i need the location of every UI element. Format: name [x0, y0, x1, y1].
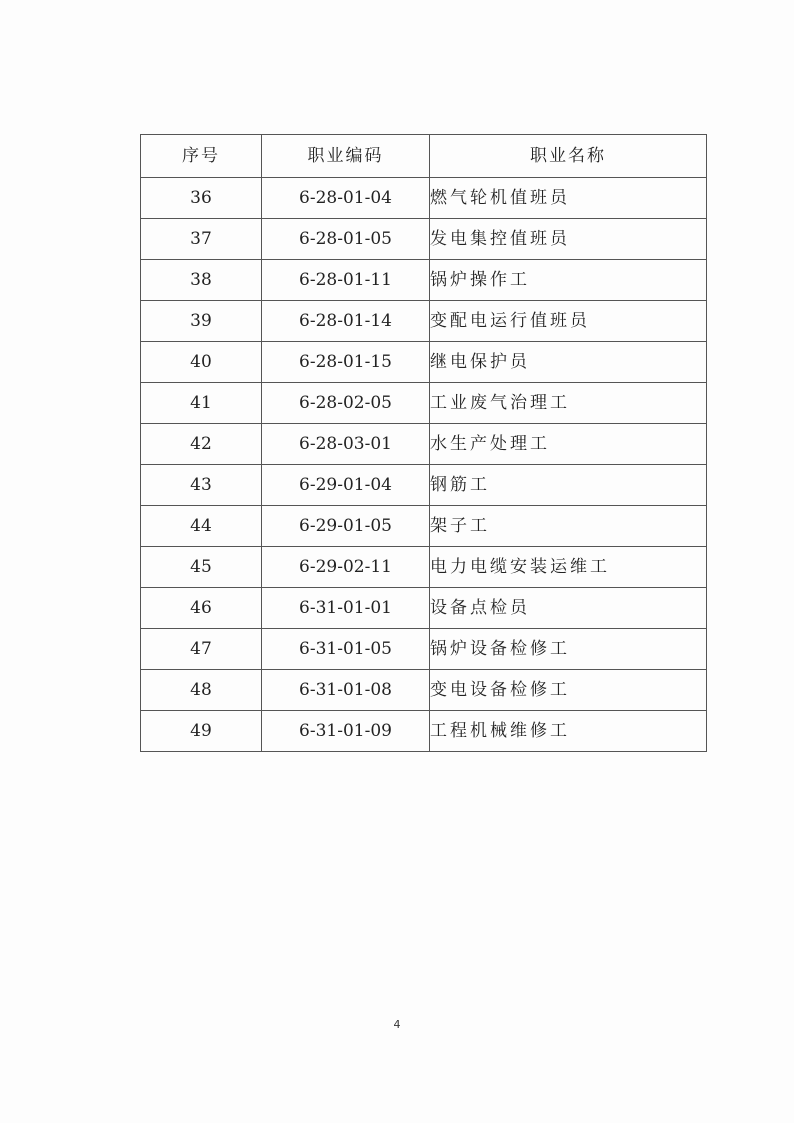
serial-number-cell: 46: [141, 588, 262, 629]
occupation-code-cell: 6-29-01-05: [262, 506, 430, 547]
table-row: [141, 670, 707, 711]
table-row: [141, 219, 707, 260]
occupation-code-cell: 6-28-01-15: [262, 342, 430, 383]
table-row: [141, 588, 707, 629]
occupation-code-cell: 6-28-01-11: [262, 260, 430, 301]
serial-number-cell: 38: [141, 260, 262, 301]
serial-number-cell: 36: [141, 178, 262, 219]
table-row: [141, 465, 707, 506]
table-row: [141, 301, 707, 342]
occupation-code-cell: 6-28-01-05: [262, 219, 430, 260]
occupation-table: [140, 134, 707, 752]
occupation-name-cell: 工业废气治理工: [430, 383, 707, 424]
occupation-name-cell: 设备点检员: [430, 588, 707, 629]
occupation-code-cell: 6-28-01-14: [262, 301, 430, 342]
table-header-row: [141, 135, 707, 178]
occupation-name-cell: 变配电运行值班员: [430, 301, 707, 342]
serial-number-cell: 47: [141, 629, 262, 670]
occupation-code-cell: 6-28-02-05: [262, 383, 430, 424]
occupation-name-cell: 钢筋工: [430, 465, 707, 506]
occupation-code-cell: 6-31-01-05: [262, 629, 430, 670]
header-occupation-code: 职业编码: [262, 135, 430, 178]
occupation-name-cell: 架子工: [430, 506, 707, 547]
table-row: [141, 342, 707, 383]
occupation-name-cell: 燃气轮机值班员: [430, 178, 707, 219]
serial-number-cell: 41: [141, 383, 262, 424]
serial-number-cell: 40: [141, 342, 262, 383]
occupation-name-cell: 锅炉操作工: [430, 260, 707, 301]
header-serial-number: 序号: [141, 135, 262, 178]
serial-number-cell: 42: [141, 424, 262, 465]
occupation-code-cell: 6-31-01-09: [262, 711, 430, 752]
serial-number-cell: 44: [141, 506, 262, 547]
occupation-name-cell: 电力电缆安装运维工: [430, 547, 707, 588]
serial-number-cell: 43: [141, 465, 262, 506]
occupation-code-cell: 6-29-02-11: [262, 547, 430, 588]
table-row: [141, 547, 707, 588]
serial-number-cell: 49: [141, 711, 262, 752]
occupation-name-cell: 工程机械维修工: [430, 711, 707, 752]
occupation-code-cell: 6-28-03-01: [262, 424, 430, 465]
occupation-name-cell: 水生产处理工: [430, 424, 707, 465]
table-row: [141, 383, 707, 424]
occupation-code-cell: 6-28-01-04: [262, 178, 430, 219]
table-row: [141, 629, 707, 670]
table-row: [141, 424, 707, 465]
occupation-name-cell: 继电保护员: [430, 342, 707, 383]
serial-number-cell: 48: [141, 670, 262, 711]
header-occupation-name: 职业名称: [430, 135, 707, 178]
occupation-name-cell: 锅炉设备检修工: [430, 629, 707, 670]
occupation-code-cell: 6-31-01-08: [262, 670, 430, 711]
occupation-code-cell: 6-31-01-01: [262, 588, 430, 629]
occupation-name-cell: 变电设备检修工: [430, 670, 707, 711]
serial-number-cell: 45: [141, 547, 262, 588]
occupation-name-cell: 发电集控值班员: [430, 219, 707, 260]
table-row: [141, 711, 707, 752]
serial-number-cell: 39: [141, 301, 262, 342]
table-row: [141, 506, 707, 547]
serial-number-cell: 37: [141, 219, 262, 260]
table-row: [141, 260, 707, 301]
occupation-code-cell: 6-29-01-04: [262, 465, 430, 506]
table-row: [141, 178, 707, 219]
page-number: 4: [393, 1018, 401, 1031]
